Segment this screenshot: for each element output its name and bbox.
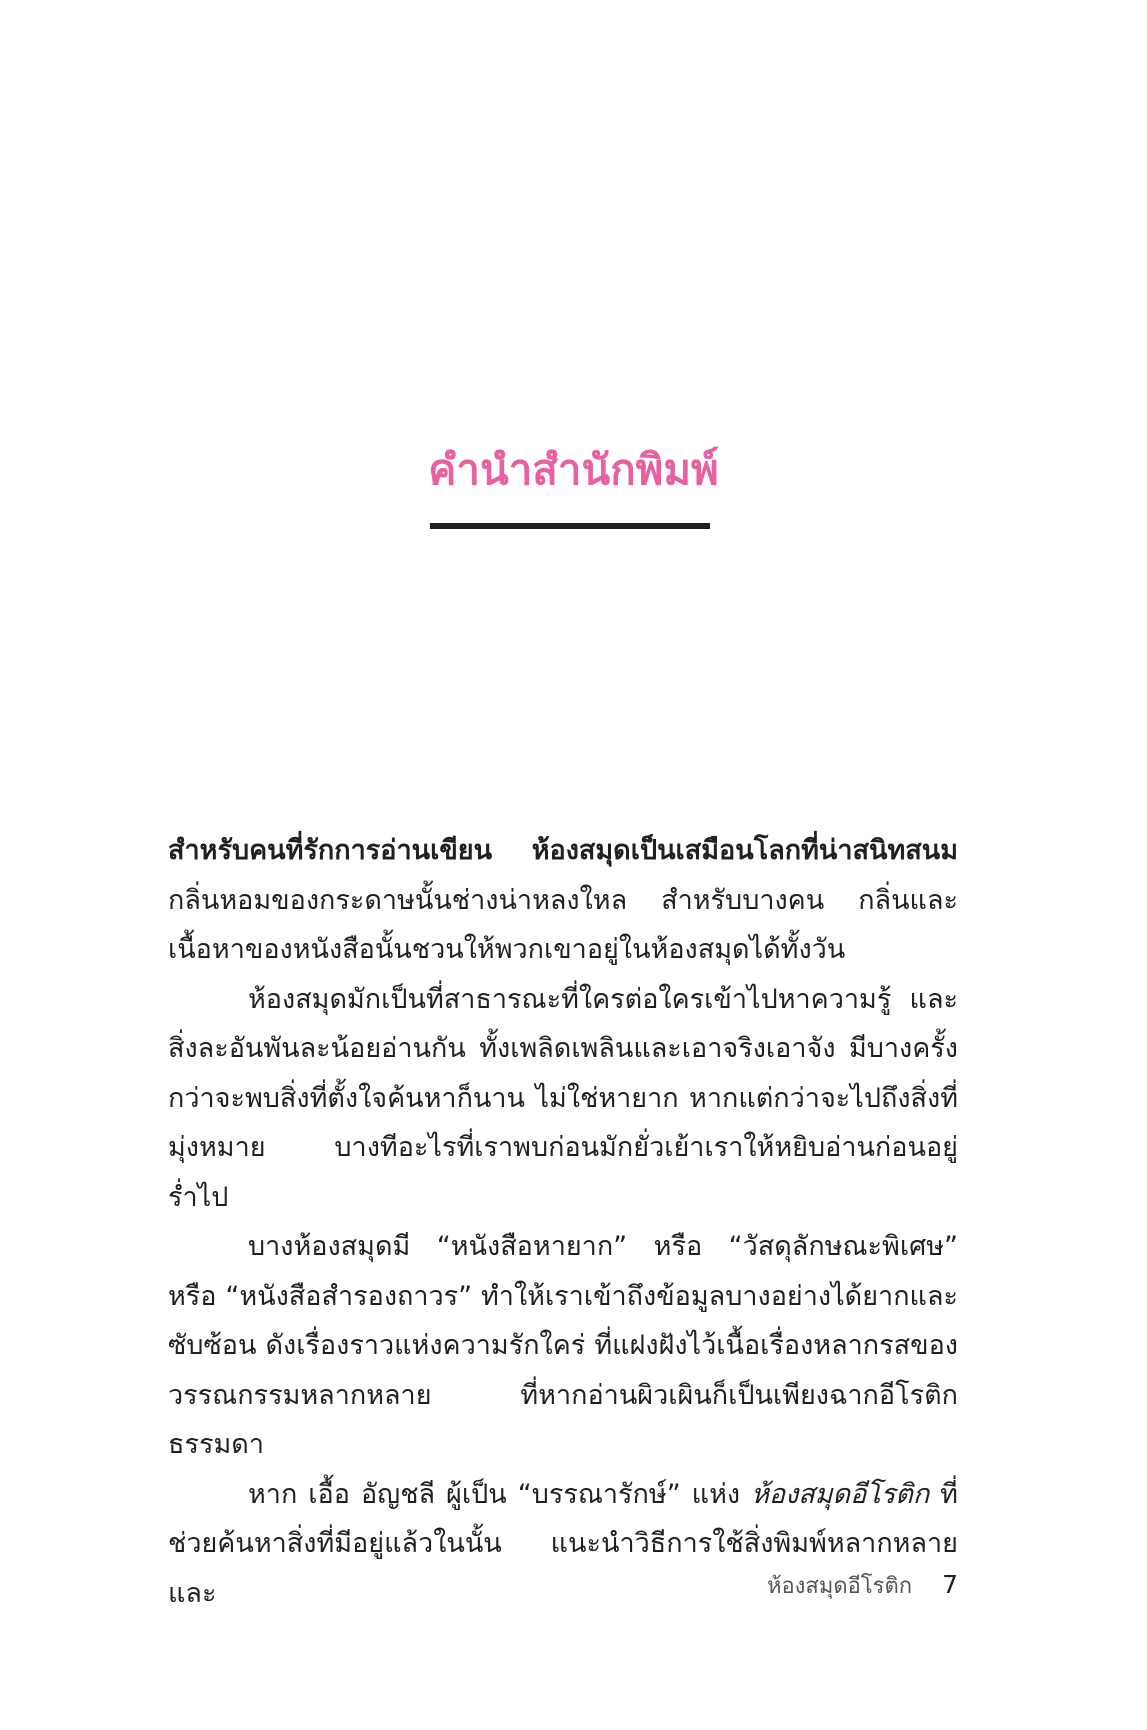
running-title: ห้องสมุดอีโรติก: [766, 1574, 913, 1599]
page-number: 7: [942, 1570, 958, 1599]
paragraph-2: ห้องสมุดมักเป็นที่สาธารณะที่ใครต่อใครเข้าไปหาความรู้ และสิ่งละอันพันละน้อยอ่านกัน ทั้งเพลิดเพลินและเอาจริงเอาจัง มีบางครั้งกว่าจะพบสิ่งที่ตั้งใจค้นหาก็นาน ไม่ใช่หายาก หากแต่กว่าจะไปถึงสิ่งที่มุ่งหมาย บางทีอะไรที่เราพบก่อนมักยั่วเย้าเราให้หยิบอ่านก่อนอยู่ร่ำไป: [168, 983, 958, 1213]
lead-sentence: สำหรับคนที่รักการอ่านเขียน ห้องสมุดเป็นเสมือนโลกที่น่าสนิทสนม: [168, 835, 958, 866]
paragraph-4-text-before: หาก เอื้อ อัญชลี ผู้เป็น “บรรณารักษ์” แห่ง: [248, 1478, 752, 1510]
page-title: คำนำสำนักพิมพ์: [428, 445, 719, 494]
page-footer: [767, 1570, 958, 1602]
title-underline: [430, 523, 710, 529]
paragraph-4-text-after: ที่ช่วยค้นหาสิ่งที่มีอยู่แล้วในนั้น แนะนำวิธีการใช้สิ่งพิมพ์หลากหลายและ: [168, 1478, 958, 1609]
body-text: [168, 826, 958, 1618]
book-title-italic: ห้องสมุดอีโรติก: [751, 1478, 930, 1510]
paragraph-1-text: กลิ่นหอมของกระดาษนั้นช่างน่าหลงใหล สำหรับบางคน กลิ่นและเนื้อหาของหนังสือนั้นชวนให้พวกเขาอยู่ในห้องสมุดได้ทั้งวัน: [168, 884, 958, 965]
paragraph-3: บางห้องสมุดมี “หนังสือหายาก” หรือ “วัสดุลักษณะพิเศษ” หรือ “หนังสือสำรองถาวร” ทำให้เราเข้าถึงข้อมูลบางอย่างได้ยากและซับซ้อน ดังเรื่องราวแห่งความรักใคร่ ที่แฝงฝังไว้เนื้อเรื่องหลากรสของวรรณกรรมหลากหลาย ที่หากอ่านผิวเผินก็เป็นเพียงฉากอีโรติกธรรมดา: [168, 1231, 958, 1460]
paragraph-1: [168, 826, 958, 975]
